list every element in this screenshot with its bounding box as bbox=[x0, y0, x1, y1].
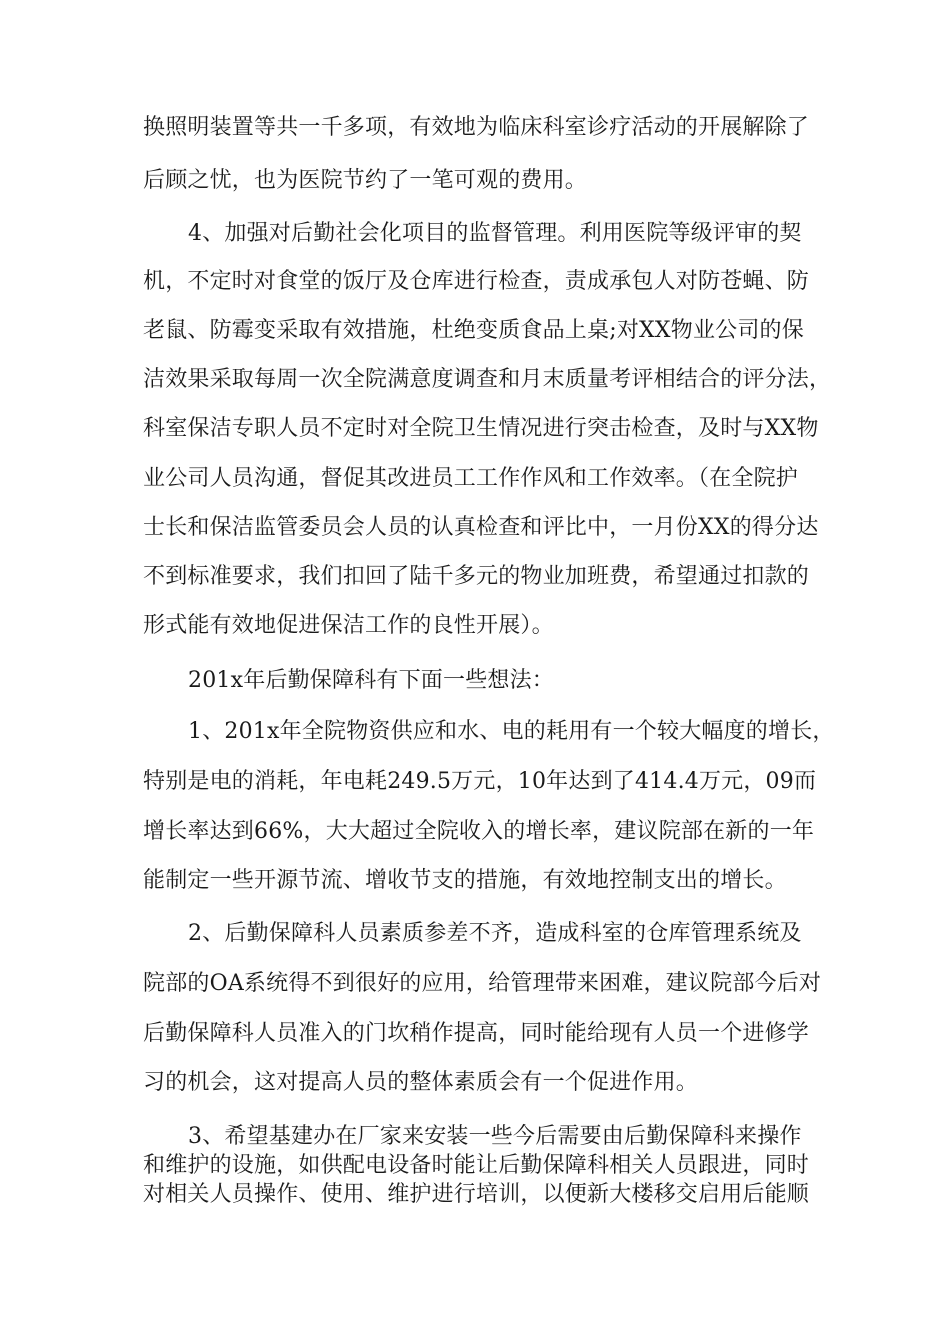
paragraph-2-start: 2、后勤保障科人员素质参差不齐，造成科室的仓库管理系统及 bbox=[188, 921, 802, 946]
text-line: 换照明装置等共一千多项，有效地为临床科室诊疗活动的开展解除了 bbox=[143, 115, 810, 140]
text-line: 能制定一些开源节流、增收节支的措施，有效地控制支出的增长。 bbox=[143, 868, 787, 893]
text-line: 科室保洁专职人员不定时对全院卫生情况进行突击检查，及时与XX物 bbox=[143, 416, 819, 441]
paragraph-4-start: 4、加强对后勤社会化项目的监督管理。利用医院等级评审的契 bbox=[188, 221, 802, 246]
text-line: 特别是电的消耗，年电耗249.5万元，10年达到了414.4万元，09而 bbox=[143, 769, 817, 794]
section-heading: 201x年后勤保障科有下面一些想法： bbox=[188, 668, 554, 693]
text-line: 不到标准要求，我们扣回了陆千多元的物业加班费，希望通过扣款的 bbox=[143, 564, 810, 589]
text-line: 洁效果采取每周一次全院满意度调查和月末质量考评相结合的评分法， bbox=[143, 367, 832, 392]
text-line: 业公司人员沟通，督促其改进员工工作作风和工作效率。（在全院护 bbox=[143, 466, 799, 491]
text-line: 院部的OA系统得不到很好的应用，给管理带来困难，建议院部今后对 bbox=[143, 971, 822, 996]
text-line: 后勤保障科人员准入的门坎稍作提高，同时能给现有人员一个进修学 bbox=[143, 1021, 810, 1046]
text-line: 对相关人员操作、使用、维护进行培训，以便新大楼移交启用后能顺 bbox=[143, 1182, 810, 1207]
text-line: 形式能有效地促进保洁工作的良性开展）。 bbox=[143, 613, 554, 638]
paragraph-1-start: 1、201x年全院物资供应和水、电的耗用有一个较大幅度的增长， bbox=[188, 719, 835, 744]
text-line: 士长和保洁监管委员会人员的认真检查和评比中，一月份XX的得分达 bbox=[143, 515, 819, 540]
text-line: 增长率达到66%，大大超过全院收入的增长率，建议院部在新的一年 bbox=[143, 819, 815, 844]
text-line: 习的机会，这对提高人员的整体素质会有一个促进作用。 bbox=[143, 1070, 699, 1095]
paragraph-3-start: 3、希望基建办在厂家来安装一些今后需要由后勤保障科来操作 bbox=[188, 1124, 802, 1149]
text-line: 机，不定时对食堂的饭厅及仓库进行检查，责成承包人对防苍蝇、防 bbox=[143, 269, 810, 294]
text-line: 后顾之忧，也为医院节约了一笔可观的费用。 bbox=[143, 168, 588, 193]
text-line: 老鼠、防霉变采取有效措施，杜绝变质食品上桌;对XX物业公司的保 bbox=[143, 318, 804, 343]
text-line: 和维护的设施，如供配电设备时能让后勤保障科相关人员跟进，同时 bbox=[143, 1153, 810, 1178]
